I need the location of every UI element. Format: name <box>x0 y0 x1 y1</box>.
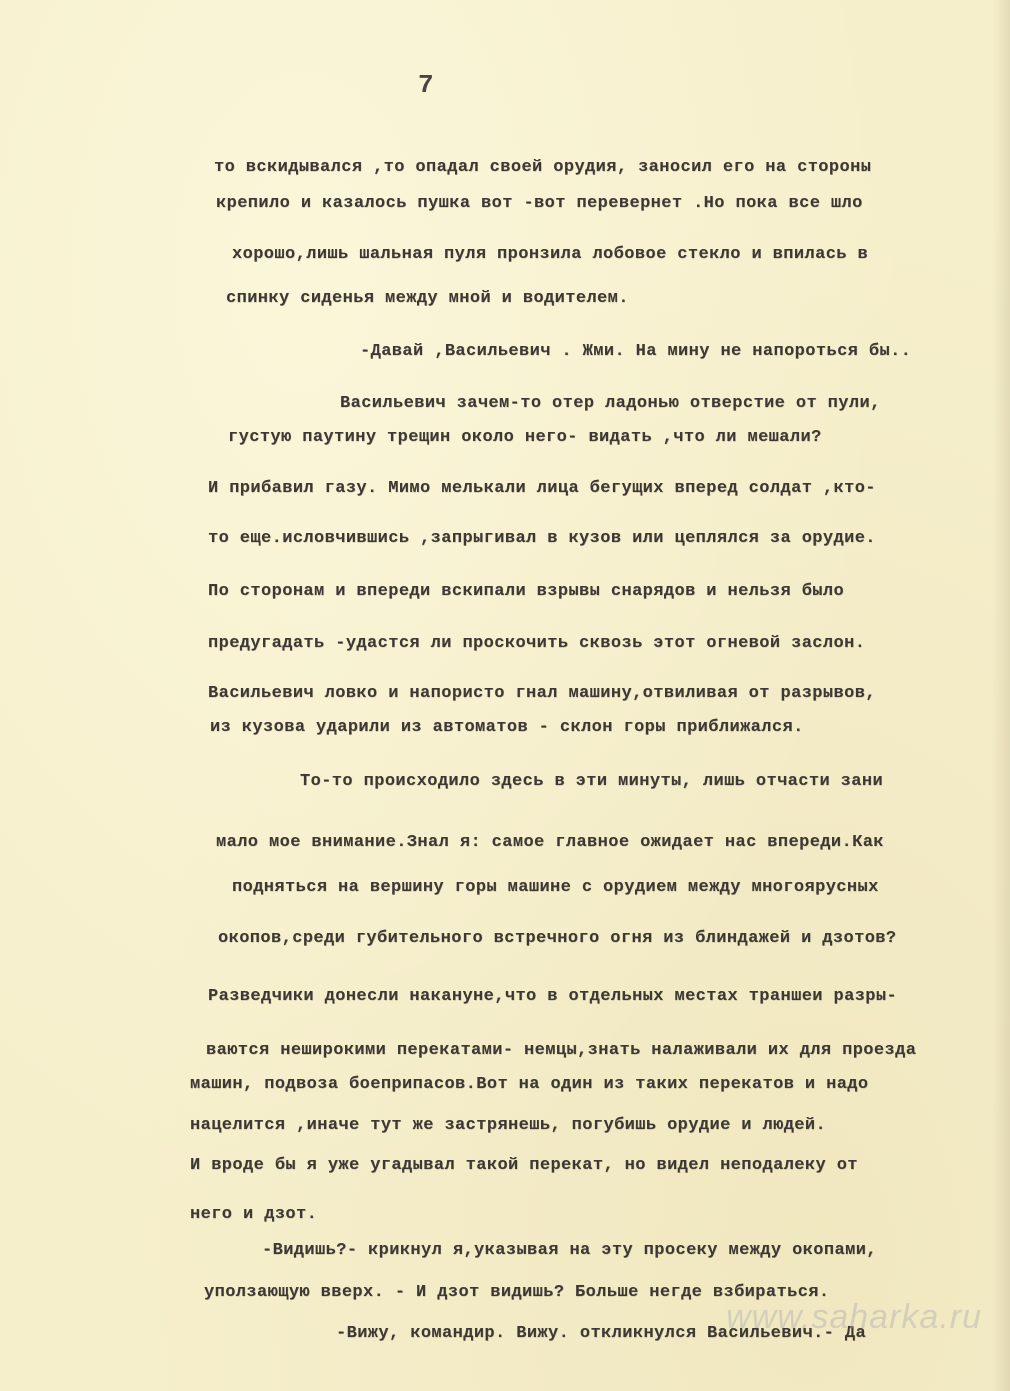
text-line: -Вижу, командир. Вижу. откликнулся Васильевич.- Да <box>336 1324 867 1343</box>
text-line: мало мое внимание.Знал я: самое главное ожидает нас впереди.Как <box>216 833 884 852</box>
text-line: то еще.исловчившись ,запрыгивал в кузов или цеплялся за орудие. <box>208 529 876 548</box>
text-line: По сторонам и впереди вскипали взрывы снарядов и нельзя было <box>208 582 845 601</box>
text-line: уползающую вверх. - И дзот видишь? Больше негде взбираться. <box>204 1283 830 1302</box>
text-line: -Давай ,Васильевич . Жми. На мину не напороться бы.. <box>360 342 912 361</box>
text-line: Васильевич ловко и напористо гнал машину,отвиливая от разрывов, <box>208 684 876 703</box>
text-line: спинку сиденья между мной и водителем. <box>226 289 629 308</box>
text-line: хорошо,лишь шальная пуля пронзила лобовое стекло и впилась в <box>232 245 869 264</box>
page-number: 7 <box>418 70 434 100</box>
text-line: ваются неширокими перекатами- немцы,знать налаживали их для проезда <box>206 1041 917 1060</box>
text-line: И прибавил газу. Мимо мелькали лица бегущих вперед солдат ,кто- <box>208 479 876 498</box>
text-line: И вроде бы я уже угадывал такой перекат, но видел неподалеку от <box>190 1156 858 1175</box>
text-line: Разведчики донесли накануне,что в отдельных местах траншеи разры- <box>208 987 898 1006</box>
text-line: окопов,среди губительного встречного огня из блиндажей и дзотов? <box>218 929 897 948</box>
text-line: нацелится ,иначе тут же застрянешь, погубишь орудие и людей. <box>190 1116 827 1135</box>
text-line: густую паутину трещин около него- видать ,что ли мешали? <box>228 428 822 447</box>
text-line: крепило и казалось пушка вот -вот перевернет .Но пока все шло <box>216 194 863 213</box>
text-line: предугадать -удастся ли проскочить сквозь этот огневой заслон. <box>208 634 866 653</box>
text-line: подняться на вершину горы машине с орудием между многоярусных <box>232 878 879 897</box>
text-line: из кузова ударили из автоматов - склон горы приближался. <box>210 718 804 737</box>
text-line: То-то происходило здесь в эти минуты, лишь отчасти зани <box>300 772 884 791</box>
text-line: машин, подвоза боеприпасов.Вот на один из таких перекатов и надо <box>190 1075 869 1094</box>
site-watermark: www.saharka.ru <box>726 1298 982 1336</box>
page-edge-shadow <box>992 0 1010 1391</box>
text-line: то вскидывался ,то опадал своей орудия, заносил его на стороны <box>214 158 872 177</box>
text-line: -Видишь?- крикнул я,указывая на эту просеку между окопами, <box>262 1241 877 1260</box>
text-line: Васильевич зачем-то отер ладонью отверстие от пули, <box>340 394 881 413</box>
text-line: него и дзот. <box>190 1205 318 1224</box>
